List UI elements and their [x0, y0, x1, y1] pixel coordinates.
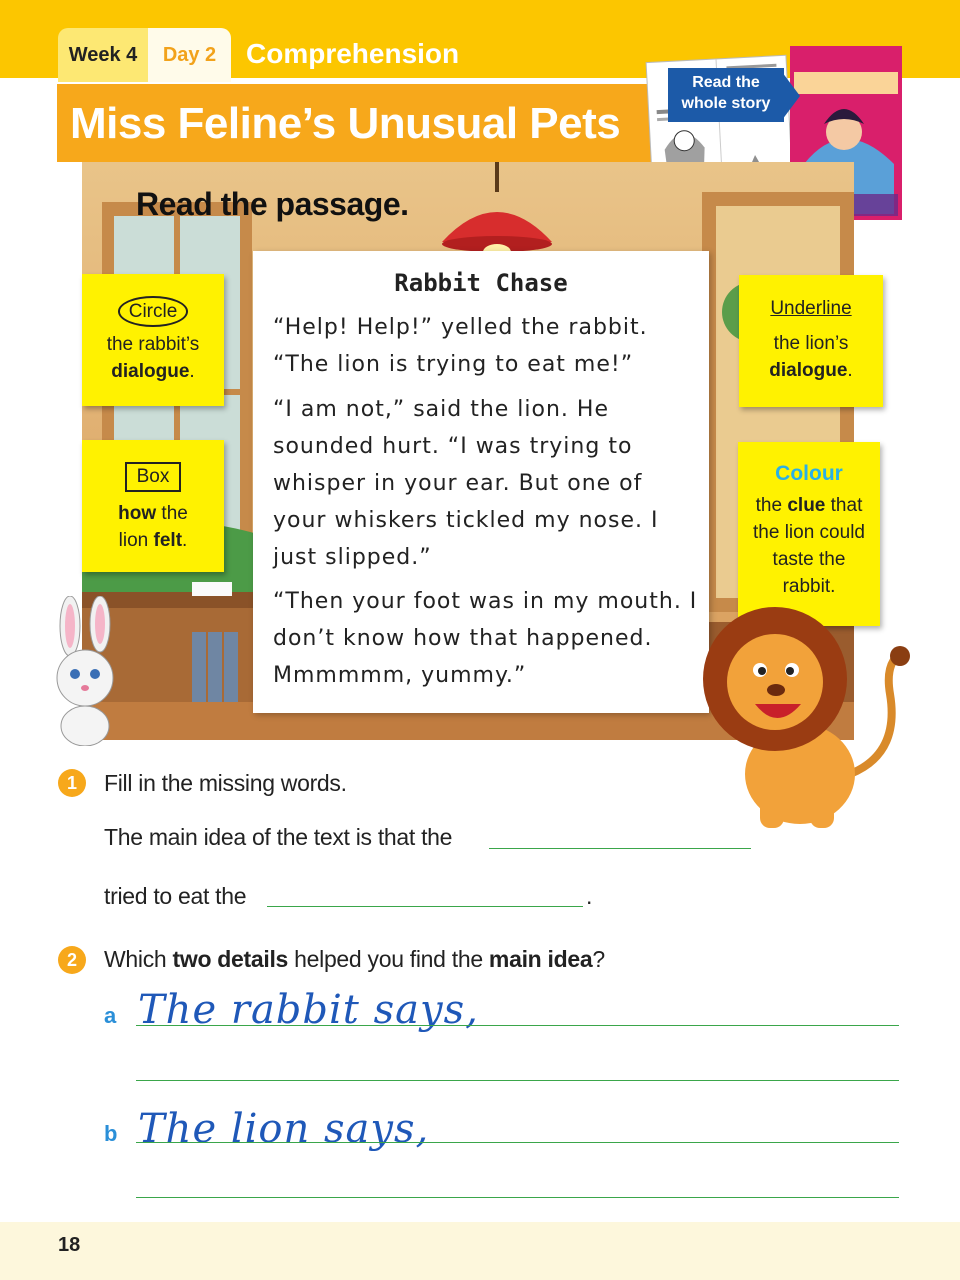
page-number: 18: [58, 1234, 81, 1256]
note-bold: dialogue: [769, 360, 848, 381]
passage-paragraph[interactable]: “Help! Help!” yelled the rabbit. “The lion is trying to eat me!”: [273, 315, 648, 377]
answer-line[interactable]: [136, 1142, 899, 1143]
circle-keyword: Circle: [118, 296, 189, 327]
prompt-text: ?: [592, 946, 605, 972]
footer-band: [0, 1222, 960, 1280]
question-prompt: [104, 944, 605, 974]
note-bold: how: [118, 503, 157, 524]
question-number: 1: [58, 769, 86, 797]
question-number: 2: [58, 946, 86, 974]
question-sentence: The main idea of the text is that the: [104, 824, 453, 850]
note-text: taste the: [772, 549, 846, 570]
prompt-text: Which: [104, 946, 173, 972]
colour-keyword: Colour: [775, 462, 843, 485]
week-tab: Week 4: [58, 28, 148, 82]
passage-paragraph[interactable]: “Then your foot was in my mouth. I don’t know how that happened. Mmmmmm, yummy.”: [273, 589, 698, 688]
arrow-right-icon: [782, 72, 800, 120]
note-text: .: [847, 360, 853, 381]
handwritten-answer-a[interactable]: The rabbit says,: [138, 987, 479, 1033]
sentence-period: .: [586, 883, 593, 909]
note-text: the lion’s: [773, 333, 849, 354]
note-circle: [82, 274, 224, 406]
page-title: Miss Feline’s Unusual Pets: [70, 99, 621, 148]
note-text: the lion could: [753, 522, 865, 543]
passage-title: Rabbit Chase: [394, 269, 568, 297]
rabbit-illustration: [40, 596, 130, 746]
note-text: the: [156, 503, 188, 524]
question-prompt: Fill in the missing words.: [104, 770, 347, 796]
day-tab: Day 2: [148, 28, 231, 82]
prompt-bold: two details: [172, 946, 289, 972]
answer-line[interactable]: [136, 1025, 899, 1026]
passage-paragraph[interactable]: “I am not,” said the lion. He sounded hurt. “I was trying to whisper in your ear. But one of your whiskers tickled my nose. I just slipped.”: [273, 397, 659, 570]
question-sentence: tried to eat the: [104, 883, 247, 909]
note-colour: [738, 442, 880, 626]
note-text: .: [189, 361, 195, 382]
answer-line[interactable]: [136, 1197, 899, 1198]
answer-letter-a: a: [104, 1003, 117, 1028]
note-text: .: [182, 530, 188, 551]
prompt-bold: main idea: [488, 946, 593, 972]
note-text: the: [755, 495, 788, 516]
note-bold: dialogue: [111, 361, 190, 382]
note-bold: clue: [787, 495, 826, 516]
note-text: that: [825, 495, 863, 516]
read-whole-story-label[interactable]: Read the whole story: [668, 68, 784, 122]
note-text: rabbit.: [782, 576, 836, 597]
note-bold: felt: [153, 530, 183, 551]
instruction-heading: Read the passage.: [136, 186, 409, 222]
answer-line[interactable]: [136, 1080, 899, 1081]
note-text: the rabbit’s: [106, 334, 200, 355]
underline-keyword: Underline: [770, 298, 852, 319]
answer-letter-b: b: [104, 1121, 118, 1146]
answer-blank-input[interactable]: [267, 906, 583, 907]
note-box: [82, 440, 224, 572]
handwritten-answer-b[interactable]: The lion says,: [138, 1106, 430, 1152]
box-keyword: Box: [125, 462, 182, 492]
prompt-text: helped you find the: [288, 946, 489, 972]
passage-card: [253, 251, 709, 713]
lion-illustration: [700, 604, 910, 829]
section-label: Comprehension: [246, 38, 460, 69]
note-text: lion: [118, 530, 154, 551]
answer-blank-input[interactable]: [489, 848, 751, 849]
note-underline: [739, 275, 883, 407]
